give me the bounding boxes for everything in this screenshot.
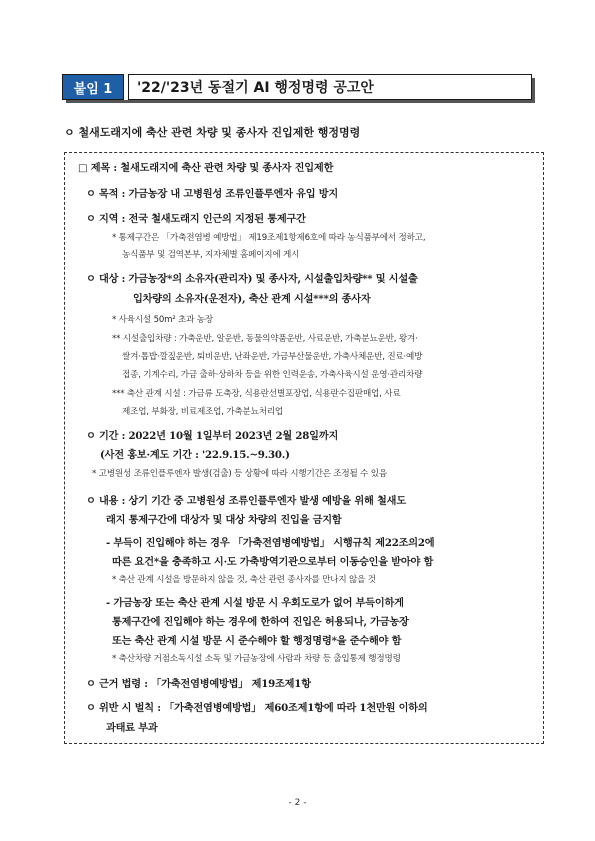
target-line-cont: 입차량의 소유자(운전자), 축산 관계 시설***의 종사자 xyxy=(133,293,371,305)
area-note-cont: 농식품부 및 검역본부, 지자체별 홈페이지에 게시 xyxy=(122,250,300,260)
section-title: ㅇ 철새도래지에 축산 관련 차량 및 종사자 진입제한 행정명령 xyxy=(64,126,361,139)
content-item-2-cont: 통제구간에 진입해야 하는 경우에 한하여 진입은 허용되나, 가금농장 xyxy=(112,616,409,628)
legal-basis-line: ㅇ 근거 법령 : 「가축전염병예방법」 제19조제1항 xyxy=(86,678,311,690)
content-item-2-cont: 또는 축산 관계 시설 방문 시 준수해야 할 행정명령*을 준수해야 함 xyxy=(112,635,402,647)
period-line: ㅇ 기간 : 2022년 10월 1일부터 2023년 2월 28일까지 xyxy=(86,430,339,442)
area-note: * 통제구간은 「가축전염병 예방법」 제19조제1항제6호에 따라 농식품부에서 정하고, xyxy=(112,233,426,243)
content-item-1: - 부득이 진입해야 하는 경우 「가축전염병예방법」 시행규칙 제22조의2에 xyxy=(106,537,435,549)
page-title: '22/'23년 동절기 AI 행정명령 공고안 xyxy=(128,74,532,100)
page-number: - 2 - xyxy=(288,798,307,808)
content-item-1-note: * 축산 관계 시설을 방문하지 않을 것, 축산 관련 종사자를 만나지 않을 것 xyxy=(112,575,376,585)
attachment-badge: 붙임 1 xyxy=(62,74,124,100)
penalty-line: ㅇ 위반 시 벌칙 : 「가축전염병예방법」 제60조제1항에 따라 1천만원 이하의 xyxy=(86,702,428,714)
content-item-2-note: * 축산차량 거점소독시설 소독 및 가금농장에 사람과 차량 등 출입통제 행정명령 xyxy=(112,654,401,664)
content-line: ㅇ 내용 : 상기 기간 중 고병원성 조류인플루엔자 발생 예방을 위해 철새도 xyxy=(86,495,406,507)
title-shadow xyxy=(66,100,535,103)
target-note-2: ** 시설출입차량 : 가축운반, 알운반, 동물의약품운반, 사료운반, 가축분뇨운반, 왕겨· xyxy=(112,334,418,344)
target-note-2-cont: 쌀겨·톱밥·깔짚운반, 퇴비운반, 난좌운반, 가금부산물운반, 가축사체운반, 진료·예방 xyxy=(122,352,423,362)
target-note-1: * 사육시설 50m² 초과 농장 xyxy=(112,315,213,325)
target-line: ㅇ 대상 : 가금농장*의 소유자(관리자) 및 종사자, 시설출입차량** 및 시설출 xyxy=(86,273,418,285)
target-note-2-cont: 접종, 기계수리, 가금 출하·상하차 등을 위한 인력운송, 가축사육시설 운영·관리차량 xyxy=(122,370,423,380)
target-note-3-cont: 제조업, 부화장, 비료제조업, 가축분뇨처리업 xyxy=(122,407,284,417)
content-item-1-cont: 따른 요건*을 충족하고 시·도 가축방역기관으로부터 이동승인을 받아야 함 xyxy=(112,556,434,568)
period-line-cont: (사전 홍보·계도 기간 : '22.9.15.~9.30.) xyxy=(100,449,290,461)
period-note: * 고병원성 조류인플루엔자 발생(검출) 등 상황에 따라 시행기간은 조정될 수 있음 xyxy=(92,469,387,479)
area-line: ㅇ 지역 : 전국 철새도래지 인근의 지정된 통제구간 xyxy=(86,213,306,225)
target-note-3: *** 축산 관계 시설 : 가금류 도축장, 식용란선별포장업, 식용란수집판매업, 사료 xyxy=(112,389,401,399)
content-item-2: - 가금농장 또는 축산 관계 시설 방문 시 우회도로가 없어 부득이하게 xyxy=(106,597,404,609)
subject-line: □ 제목 : 철새도래지에 축산 관련 차량 및 종사자 진입제한 xyxy=(78,162,334,174)
content-line-cont: 래지 통제구간에 대상자 및 대상 차량의 진입을 금지함 xyxy=(106,514,342,526)
purpose-line: ㅇ 목적 : 가금농장 내 고병원성 조류인플루엔자 유입 방지 xyxy=(86,188,339,200)
penalty-line-cont: 과태료 부과 xyxy=(106,722,158,734)
